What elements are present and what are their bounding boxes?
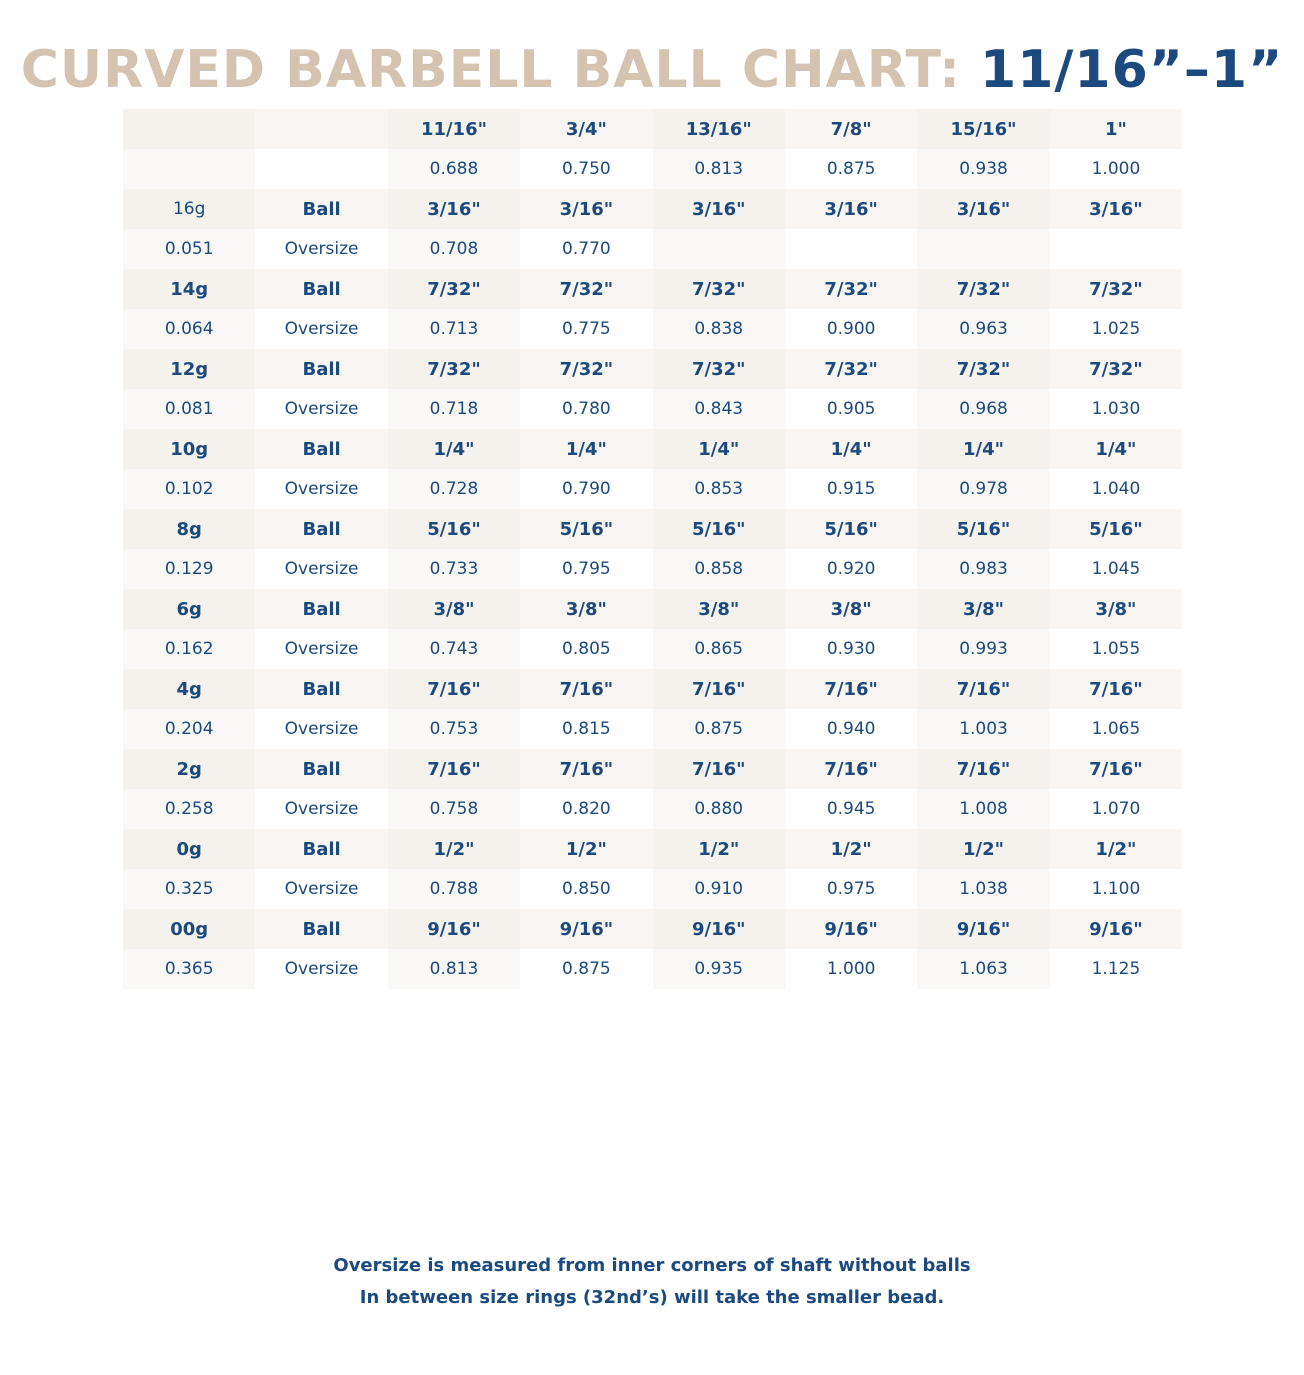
ball-size-cell: 7/32" (388, 349, 520, 389)
ball-size-cell: 7/32" (520, 349, 652, 389)
ball-size-cell: 5/16" (917, 509, 1049, 549)
oversize-value-cell: 0.728 (388, 469, 520, 509)
length-decimal-header: 0.750 (520, 149, 652, 189)
ball-label-cell: Ball (255, 429, 387, 469)
length-decimal-header: 0.688 (388, 149, 520, 189)
length-fraction-header: 15/16" (917, 109, 1049, 149)
oversize-value-cell (653, 229, 785, 269)
oversize-value-cell: 0.788 (388, 869, 520, 909)
header-corner-cell (123, 109, 255, 149)
gauge-oversize-row (123, 789, 1182, 829)
ball-label-cell: Ball (255, 189, 387, 229)
gauge-ball-row (123, 909, 1182, 949)
footnote-oversize: Oversize is measured from inner corners of shaft without balls (333, 1255, 971, 1276)
gauge-oversize-row (123, 549, 1182, 589)
ball-size-cell: 1/2" (653, 829, 785, 869)
gauge-ball-row (123, 749, 1182, 789)
oversize-value-cell: 1.008 (917, 789, 1049, 829)
oversize-value-cell: 0.850 (520, 869, 652, 909)
oversize-label-cell: Oversize (255, 469, 387, 509)
oversize-label-cell: Oversize (255, 549, 387, 589)
gauge-ball-row (123, 429, 1182, 469)
gauge-ball-row (123, 669, 1182, 709)
oversize-value-cell: 0.708 (388, 229, 520, 269)
oversize-value-cell: 0.940 (785, 709, 917, 749)
ball-size-cell: 7/32" (388, 269, 520, 309)
gauge-ball-row (123, 829, 1182, 869)
footnotes (0, 1250, 1304, 1314)
oversize-value-cell: 1.030 (1050, 389, 1182, 429)
ball-size-cell: 7/16" (653, 669, 785, 709)
gauge-inch-cell: 0.162 (123, 629, 255, 669)
ball-size-cell: 5/16" (1050, 509, 1182, 549)
ball-label-cell: Ball (255, 749, 387, 789)
length-fraction-header: 13/16" (653, 109, 785, 149)
ball-size-cell: 7/32" (1050, 349, 1182, 389)
oversize-value-cell: 0.843 (653, 389, 785, 429)
ball-size-cell: 7/32" (1050, 269, 1182, 309)
ball-size-cell: 7/16" (1050, 669, 1182, 709)
ball-label-cell: Ball (255, 509, 387, 549)
gauge-cell: 16g (123, 189, 255, 229)
gauge-ball-row (123, 589, 1182, 629)
oversize-value-cell: 0.900 (785, 309, 917, 349)
oversize-value-cell: 0.775 (520, 309, 652, 349)
gauge-cell: 10g (123, 429, 255, 469)
oversize-label-cell: Oversize (255, 709, 387, 749)
oversize-value-cell: 0.968 (917, 389, 1049, 429)
oversize-label-cell: Oversize (255, 629, 387, 669)
ball-size-cell: 3/16" (785, 189, 917, 229)
oversize-value-cell: 0.838 (653, 309, 785, 349)
ball-label-cell: Ball (255, 349, 387, 389)
oversize-value-cell: 0.795 (520, 549, 652, 589)
oversize-value-cell: 0.713 (388, 309, 520, 349)
ball-size-cell: 7/32" (785, 269, 917, 309)
ball-size-cell: 5/16" (388, 509, 520, 549)
ball-size-cell: 5/16" (520, 509, 652, 549)
ball-size-cell: 3/16" (917, 189, 1049, 229)
oversize-value-cell: 1.070 (1050, 789, 1182, 829)
gauge-oversize-row (123, 469, 1182, 509)
ball-size-cell: 3/16" (653, 189, 785, 229)
ball-size-cell: 7/16" (785, 669, 917, 709)
ball-size-cell: 7/32" (785, 349, 917, 389)
gauge-ball-row (123, 349, 1182, 389)
ball-size-cell: 1/4" (653, 429, 785, 469)
ball-size-cell: 3/8" (520, 589, 652, 629)
length-fraction-header: 3/4" (520, 109, 652, 149)
oversize-label-cell: Oversize (255, 789, 387, 829)
gauge-oversize-row (123, 709, 1182, 749)
header-corner-cell (255, 109, 387, 149)
ball-size-cell: 9/16" (1050, 909, 1182, 949)
ball-size-cell: 7/32" (653, 269, 785, 309)
oversize-value-cell: 0.905 (785, 389, 917, 429)
header-corner-cell (255, 149, 387, 189)
oversize-value-cell: 0.813 (388, 949, 520, 989)
ball-size-cell: 3/16" (520, 189, 652, 229)
gauge-inch-cell: 0.081 (123, 389, 255, 429)
gauge-cell: 2g (123, 749, 255, 789)
oversize-value-cell: 1.000 (785, 949, 917, 989)
oversize-label-cell: Oversize (255, 949, 387, 989)
ball-label-cell: Ball (255, 269, 387, 309)
oversize-value-cell: 1.025 (1050, 309, 1182, 349)
chart-title-main: CURVED BARBELL BALL CHART: (20, 40, 961, 100)
oversize-value-cell: 0.758 (388, 789, 520, 829)
oversize-value-cell (917, 229, 1049, 269)
oversize-label-cell: Oversize (255, 389, 387, 429)
oversize-value-cell: 0.865 (653, 629, 785, 669)
gauge-oversize-row (123, 869, 1182, 909)
gauge-inch-cell: 0.258 (123, 789, 255, 829)
oversize-value-cell: 1.040 (1050, 469, 1182, 509)
oversize-value-cell: 0.975 (785, 869, 917, 909)
oversize-value-cell: 0.815 (520, 709, 652, 749)
gauge-cell: 8g (123, 509, 255, 549)
oversize-value-cell: 0.733 (388, 549, 520, 589)
ball-size-cell: 7/32" (917, 349, 1049, 389)
ball-size-cell: 9/16" (388, 909, 520, 949)
oversize-value-cell: 1.038 (917, 869, 1049, 909)
ball-size-cell: 7/32" (520, 269, 652, 309)
gauge-inch-cell: 0.102 (123, 469, 255, 509)
ball-size-cell: 7/32" (917, 269, 1049, 309)
oversize-label-cell: Oversize (255, 869, 387, 909)
gauge-inch-cell: 0.129 (123, 549, 255, 589)
ball-size-cell: 7/16" (1050, 749, 1182, 789)
oversize-value-cell: 0.920 (785, 549, 917, 589)
ball-label-cell: Ball (255, 909, 387, 949)
ball-size-cell: 7/16" (388, 669, 520, 709)
ball-size-cell: 7/16" (388, 749, 520, 789)
oversize-value-cell: 0.945 (785, 789, 917, 829)
ball-size-cell: 1/2" (1050, 829, 1182, 869)
oversize-value-cell: 1.003 (917, 709, 1049, 749)
ball-size-cell: 1/4" (1050, 429, 1182, 469)
length-decimal-header: 0.813 (653, 149, 785, 189)
ball-size-cell: 9/16" (785, 909, 917, 949)
length-fraction-header: 11/16" (388, 109, 520, 149)
gauge-cell: 0g (123, 829, 255, 869)
gauge-cell: 00g (123, 909, 255, 949)
oversize-value-cell: 0.978 (917, 469, 1049, 509)
oversize-value-cell: 1.055 (1050, 629, 1182, 669)
ball-size-table (123, 109, 1182, 989)
chart-title-range: 11/16”–1” (980, 40, 1284, 100)
ball-label-cell: Ball (255, 669, 387, 709)
oversize-value-cell: 0.743 (388, 629, 520, 669)
length-decimal-header: 0.875 (785, 149, 917, 189)
gauge-oversize-row (123, 629, 1182, 669)
ball-size-cell: 1/2" (785, 829, 917, 869)
gauge-cell: 12g (123, 349, 255, 389)
oversize-value-cell: 0.790 (520, 469, 652, 509)
length-fraction-header: 7/8" (785, 109, 917, 149)
oversize-value-cell: 1.125 (1050, 949, 1182, 989)
length-fraction-header: 1" (1050, 109, 1182, 149)
ball-size-cell: 1/4" (520, 429, 652, 469)
gauge-inch-cell: 0.204 (123, 709, 255, 749)
gauge-oversize-row (123, 309, 1182, 349)
oversize-value-cell: 0.770 (520, 229, 652, 269)
ball-size-cell: 7/16" (653, 749, 785, 789)
ball-size-cell: 1/2" (388, 829, 520, 869)
oversize-value-cell (785, 229, 917, 269)
oversize-value-cell: 0.853 (653, 469, 785, 509)
header-corner-cell (123, 149, 255, 189)
ball-size-cell: 1/4" (785, 429, 917, 469)
header-fraction-row (123, 109, 1182, 149)
chart-title (0, 38, 1304, 102)
ball-size-cell: 3/8" (653, 589, 785, 629)
oversize-label-cell: Oversize (255, 229, 387, 269)
ball-size-cell: 3/8" (1050, 589, 1182, 629)
oversize-value-cell: 1.065 (1050, 709, 1182, 749)
gauge-cell: 4g (123, 669, 255, 709)
oversize-value-cell: 0.805 (520, 629, 652, 669)
ball-size-cell: 3/16" (1050, 189, 1182, 229)
oversize-value-cell: 1.045 (1050, 549, 1182, 589)
ball-label-cell: Ball (255, 589, 387, 629)
gauge-cell: 14g (123, 269, 255, 309)
ball-size-cell: 5/16" (785, 509, 917, 549)
ball-size-cell: 1/4" (388, 429, 520, 469)
gauge-cell: 6g (123, 589, 255, 629)
ball-size-cell: 7/16" (917, 669, 1049, 709)
oversize-value-cell: 0.875 (653, 709, 785, 749)
ball-size-cell: 7/16" (520, 669, 652, 709)
oversize-value-cell: 0.875 (520, 949, 652, 989)
oversize-value-cell (1050, 229, 1182, 269)
ball-size-cell: 5/16" (653, 509, 785, 549)
oversize-label-cell: Oversize (255, 309, 387, 349)
ball-size-cell: 7/32" (653, 349, 785, 389)
ball-size-cell: 9/16" (653, 909, 785, 949)
ball-size-cell: 7/16" (785, 749, 917, 789)
ball-size-cell: 3/8" (388, 589, 520, 629)
oversize-value-cell: 1.100 (1050, 869, 1182, 909)
gauge-inch-cell: 0.064 (123, 309, 255, 349)
oversize-value-cell: 0.935 (653, 949, 785, 989)
oversize-value-cell: 0.820 (520, 789, 652, 829)
gauge-inch-cell: 0.365 (123, 949, 255, 989)
ball-size-cell: 9/16" (520, 909, 652, 949)
oversize-value-cell: 0.983 (917, 549, 1049, 589)
ball-size-cell: 1/4" (917, 429, 1049, 469)
header-decimal-row (123, 149, 1182, 189)
ball-size-cell: 9/16" (917, 909, 1049, 949)
oversize-value-cell: 0.858 (653, 549, 785, 589)
gauge-inch-cell: 0.051 (123, 229, 255, 269)
ball-size-cell: 1/2" (917, 829, 1049, 869)
gauge-ball-row (123, 509, 1182, 549)
ball-size-cell: 7/16" (917, 749, 1049, 789)
gauge-oversize-row (123, 949, 1182, 989)
gauge-ball-row (123, 189, 1182, 229)
length-decimal-header: 1.000 (1050, 149, 1182, 189)
oversize-value-cell: 0.753 (388, 709, 520, 749)
oversize-value-cell: 0.910 (653, 869, 785, 909)
ball-size-cell: 3/16" (388, 189, 520, 229)
oversize-value-cell: 0.880 (653, 789, 785, 829)
oversize-value-cell: 0.780 (520, 389, 652, 429)
length-decimal-header: 0.938 (917, 149, 1049, 189)
footnote-between-sizes: In between size rings (32nd’s) will take the smaller bead. (359, 1287, 945, 1308)
ball-size-cell: 3/8" (917, 589, 1049, 629)
ball-size-cell: 7/16" (520, 749, 652, 789)
gauge-ball-row (123, 269, 1182, 309)
ball-size-cell: 1/2" (520, 829, 652, 869)
oversize-value-cell: 0.930 (785, 629, 917, 669)
gauge-inch-cell: 0.325 (123, 869, 255, 909)
oversize-value-cell: 0.915 (785, 469, 917, 509)
oversize-value-cell: 0.993 (917, 629, 1049, 669)
gauge-oversize-row (123, 229, 1182, 269)
oversize-value-cell: 1.063 (917, 949, 1049, 989)
oversize-value-cell: 0.963 (917, 309, 1049, 349)
oversize-value-cell: 0.718 (388, 389, 520, 429)
ball-label-cell: Ball (255, 829, 387, 869)
gauge-oversize-row (123, 389, 1182, 429)
ball-size-cell: 3/8" (785, 589, 917, 629)
